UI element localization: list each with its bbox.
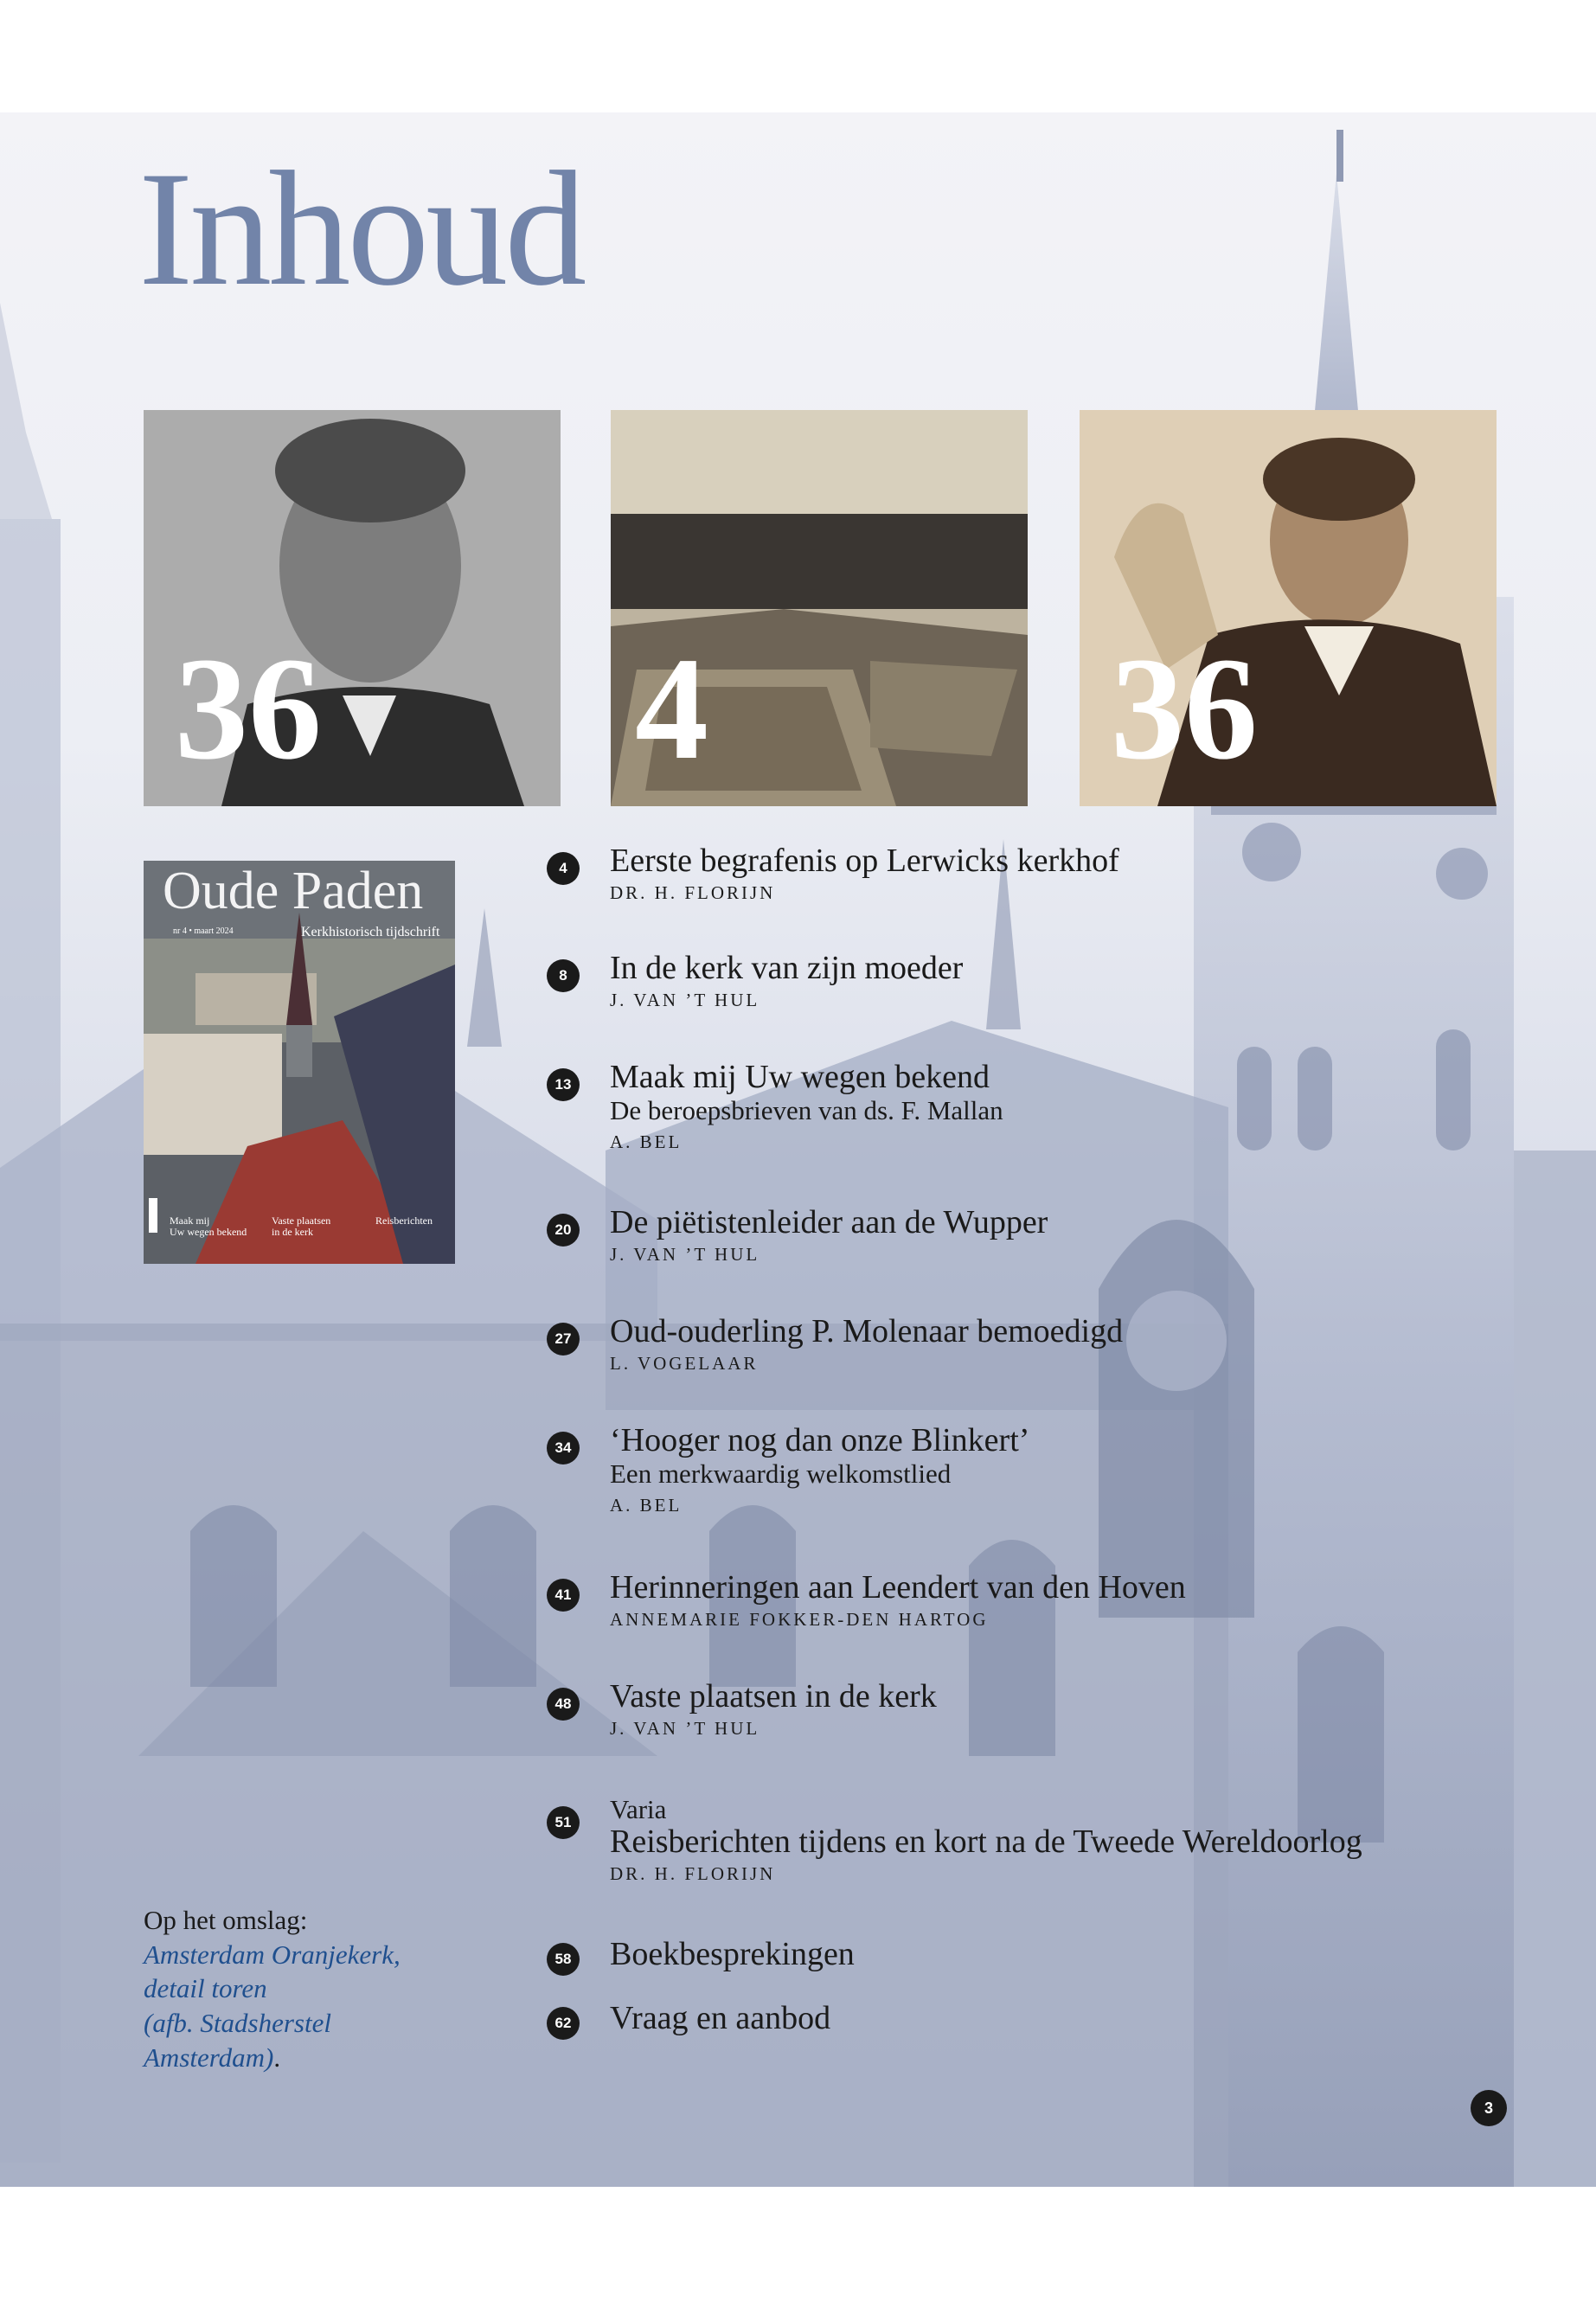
page [0, 112, 1596, 2187]
entry-author: DR. H. FLORIJN [610, 1863, 776, 1884]
entry-author: DR. H. FLORIJN [610, 882, 776, 903]
page-number-label: 36 [175, 627, 322, 790]
page-badge: 4 [547, 852, 580, 885]
entry-author: J. VAN ’T HUL [610, 990, 760, 1010]
entry-author: ANNEMARIE FOKKER-DEN HARTOG [610, 1609, 989, 1630]
cover-teaser-left: Maak mij Uw wegen bekend [170, 1215, 247, 1239]
page-badge: 20 [547, 1214, 580, 1247]
magazine-cover [144, 861, 455, 1264]
caption-line-text: Amsterdam) [144, 2041, 274, 2073]
entry-kicker: Varia [610, 1794, 667, 1824]
page-number-badge: 3 [1471, 2090, 1507, 2126]
page-badge: 27 [547, 1323, 580, 1356]
page-badge: 58 [547, 1943, 580, 1976]
cover-caption [144, 1903, 401, 2074]
cover-teaser-mid: Vaste plaatsen in de kerk [272, 1215, 331, 1239]
entry-title: Oud-ouderling P. Molenaar bemoedigd [610, 1313, 1124, 1349]
page-badge: 13 [547, 1068, 580, 1101]
entry-author: J. VAN ’T HUL [610, 1244, 760, 1265]
page-title: Inhoud [138, 138, 584, 320]
page-badge: 41 [547, 1579, 580, 1612]
page-badge: 51 [547, 1806, 580, 1839]
entry-author: A. BEL [610, 1131, 683, 1152]
page-badge: 34 [547, 1432, 580, 1465]
entry-title: Eerste begrafenis op Lerwicks kerkhof [610, 843, 1119, 879]
cover-subtitle: Kerkhistorisch tijdschrift [301, 925, 440, 939]
entry-title: In de kerk van zijn moeder [610, 950, 964, 986]
entry-author: A. BEL [610, 1495, 683, 1516]
caption-line [144, 2041, 401, 2075]
entry-title: ‘Hooger nog dan onze Blinkert’ [610, 1422, 1030, 1458]
entry-title: Reisberichten tijdens en kort na de Tweede Wereldoorlog [610, 1823, 1362, 1860]
photo-funeral [611, 410, 1028, 806]
entry-title: Boekbesprekingen [610, 1936, 855, 1972]
page-badge: 62 [547, 2007, 580, 2040]
page-badge: 48 [547, 1688, 580, 1721]
photo-portrait-man [144, 410, 561, 806]
page-badge: 8 [547, 959, 580, 992]
caption-line: (afb. Stadsherstel [144, 2008, 331, 2039]
entry-title: Vaste plaatsen in de kerk [610, 1678, 937, 1715]
entry-title: De piëtistenleider aan de Wupper [610, 1204, 1048, 1240]
caption-line: Amsterdam Oranjekerk, [144, 1939, 401, 1970]
entry-title: Vraag en aanbod [610, 2000, 831, 2036]
entry-subtitle: De beroepsbrieven van ds. F. Mallan [610, 1095, 1003, 1125]
caption-line: detail toren [144, 1973, 267, 2004]
cover-issue: nr 4 • maart 2024 [173, 926, 234, 936]
page-number-label: 36 [1111, 627, 1258, 790]
cover-image [144, 861, 455, 1264]
page-number-label: 4 [635, 627, 708, 790]
cover-title: Oude Paden [163, 862, 424, 920]
entry-title: Herinneringen aan Leendert van den Hoven [610, 1569, 1186, 1606]
entry-title: Maak mij Uw wegen bekend [610, 1059, 990, 1095]
entry-subtitle: Een merkwaardig welkomstlied [610, 1458, 952, 1489]
entry-author: L. VOGELAAR [610, 1353, 759, 1374]
photo-portrait-minister [1080, 410, 1497, 806]
cover-teaser-right: Reisberichten [375, 1215, 433, 1227]
caption-end: . [273, 2041, 281, 2073]
caption-label: Op het omslag: [144, 1905, 308, 1935]
entry-author: J. VAN ’T HUL [610, 1718, 760, 1739]
